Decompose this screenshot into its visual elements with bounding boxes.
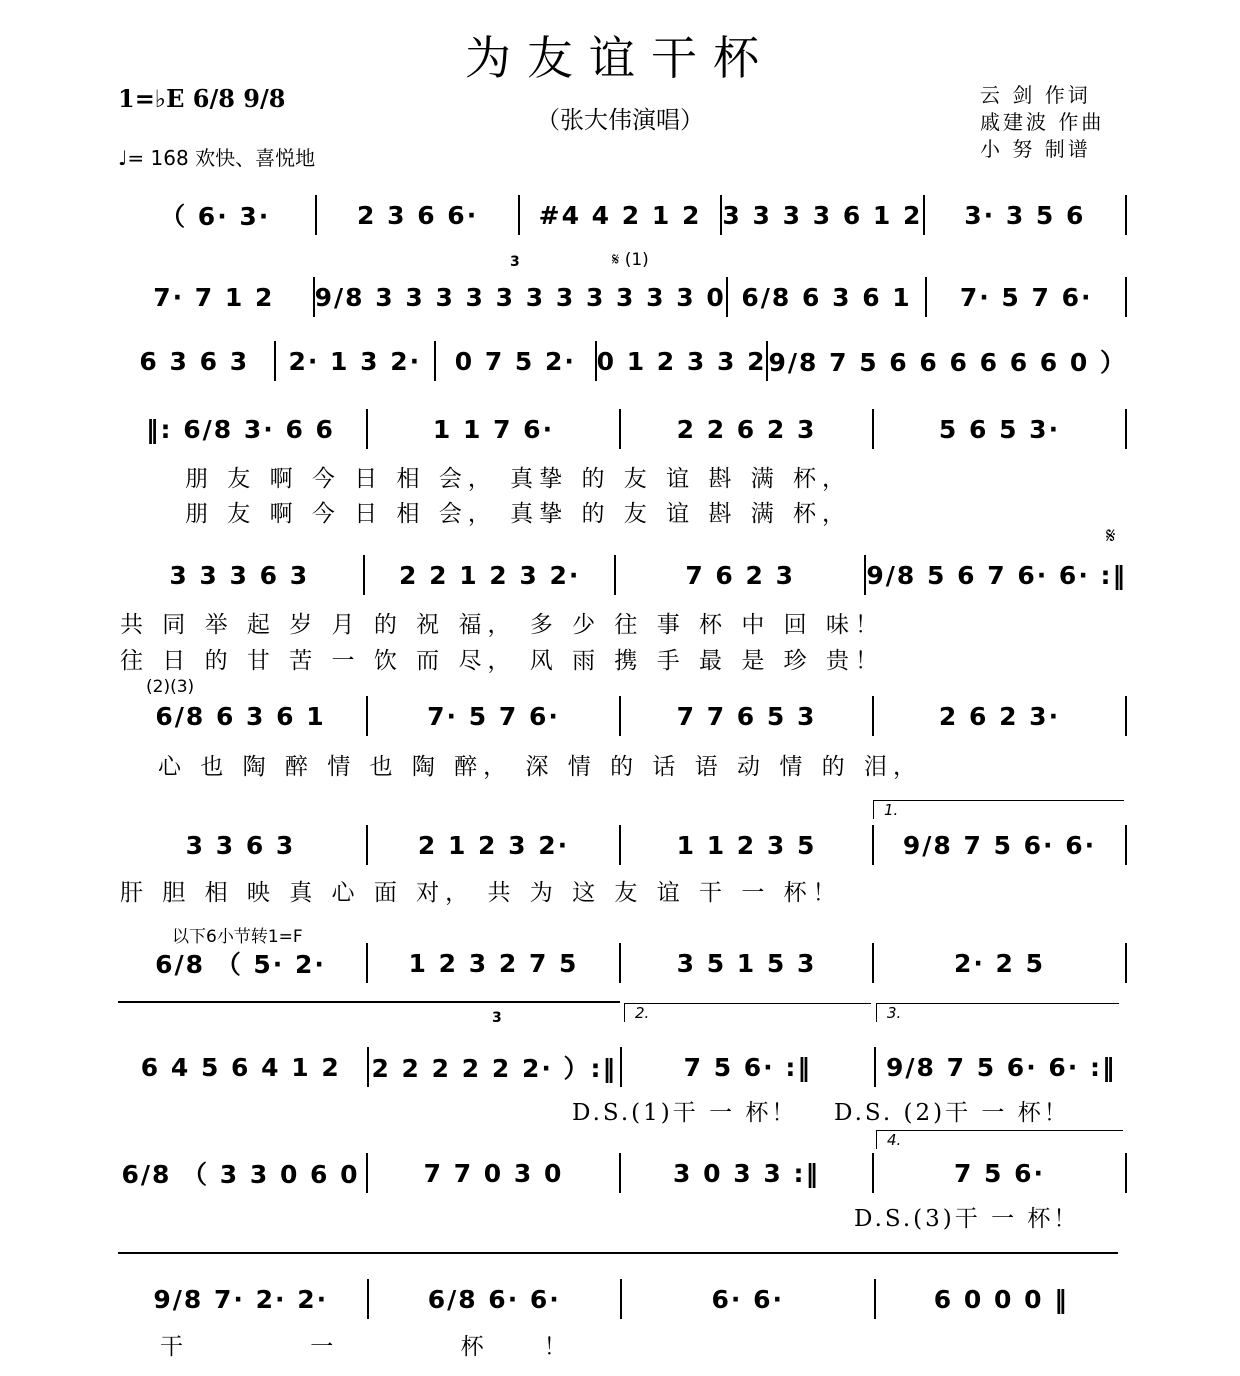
measure: 6/8 6 3 6 1 [155, 701, 326, 731]
score-row-11 [115, 1278, 1127, 1320]
score-row-3 [115, 340, 1127, 382]
measure: 7· 7 1 2 [153, 282, 275, 312]
measure: 6 4 5 6 4 1 2 [140, 1052, 341, 1082]
measure: 9/8 5 6 7 6· 6· :‖ [866, 560, 1128, 590]
lyric-line: 往 日 的 甘 苦 一 饮 而 尽， 风 雨 携 手 最 是 珍 贵！ [120, 648, 884, 674]
measure: 9/8 7 5 6 6 6 6 6 6 0 ） [768, 348, 1127, 377]
lyric-line: 朋 友 啊 今 日 相 会， 真挚 的 友 谊 斟 满 杯， [185, 501, 852, 527]
measure: 2 3 6 6· [357, 200, 479, 230]
measure: 6· 6· [711, 1284, 784, 1314]
score-row-9 [115, 1046, 1127, 1088]
ds-lyric: D.S. (2)干 一 杯！ [834, 1100, 1070, 1126]
volta-bracket-1: 1. [873, 800, 1124, 819]
measure: 2 2 1 2 3 2· [399, 560, 581, 590]
segno-mark: 𝄋 [1106, 524, 1116, 549]
arranger: 小 努 制谱 [980, 137, 1091, 161]
volta-bracket-3: 3. [876, 1003, 1119, 1022]
measure: 6/8 6 3 6 1 [741, 282, 912, 312]
measure: 1 2 3 2 7 5 [408, 948, 579, 978]
measure: 9/8 7 5 6· 6· :‖ [885, 1052, 1117, 1082]
measure: 6 0 0 0 ‖ [933, 1284, 1069, 1314]
measure: 3· 3 5 6 [964, 200, 1086, 230]
measure: 2 6 2 3· [938, 701, 1061, 731]
lyricist: 云 剑 作词 [980, 83, 1091, 107]
score-row-1 [115, 194, 1127, 236]
segno-mark: 𝄋 (1) [612, 250, 649, 270]
triplet-mark: 3 [492, 1010, 502, 1026]
measure: 9/8 7· 2· 2· [153, 1284, 329, 1314]
measure: 6/8 （ 3 3 0 6 0 [121, 1160, 360, 1189]
lyric-line: 共 同 举 起 岁 月 的 祝 福， 多 少 往 事 杯 中 回 味！ [120, 612, 884, 638]
lyric-line: 心 也 陶 醉 情 也 陶 醉， 深 情 的 话 语 动 情 的 泪， [158, 754, 922, 780]
score-row-4 [115, 408, 1127, 450]
measure: 9/8 7 5 6· 6· [902, 830, 1097, 860]
measure: 3 3 6 3 [185, 830, 296, 860]
measure: （ 6· 3· [160, 202, 271, 231]
measure: 6/8 （ 5· 2· [155, 950, 326, 979]
measure: 1 1 2 3 5 [676, 830, 817, 860]
measure: 9/8 3 3 3 3 3 3 3 3 3 3 3 0 [314, 282, 726, 312]
ds-lyric: D.S.(1)干 一 杯！ [572, 1100, 798, 1126]
score-row-7 [115, 824, 1127, 866]
measure: 1 1 7 6· [432, 414, 555, 444]
composer: 戚建波 作曲 [980, 110, 1105, 134]
score-row-10 [115, 1152, 1127, 1194]
song-title: 为友谊干杯 [465, 31, 775, 85]
score-row-6 [115, 695, 1127, 737]
measure: 7 7 0 3 0 [423, 1158, 564, 1188]
tempo-marking: ♩= 168 欢快、喜悦地 [118, 146, 316, 170]
measure: 3 0 3 3 :‖ [673, 1158, 820, 1188]
measure: 5 6 5 3· [938, 414, 1061, 444]
measure: 7 5 6· [953, 1158, 1046, 1188]
measure: 6 3 6 3 [139, 346, 250, 376]
lyric-line: 干 一 杯！ [160, 1334, 627, 1360]
key-signature: 1=♭E 6/8 9/8 [118, 84, 286, 113]
measure: 6/8 6· 6· [427, 1284, 561, 1314]
modulation-line [118, 1001, 620, 1003]
measure: 3 3 3 6 3 [169, 560, 310, 590]
volta-bracket-4: 4. [876, 1130, 1123, 1149]
measure: 7 5 6· :‖ [683, 1052, 812, 1082]
modulation-note: 以下6小节转1=F [172, 927, 303, 947]
score-row-8 [115, 942, 1127, 984]
measure: 3 3 3 3 6 1 2 [722, 200, 923, 230]
measure: #4 4 2 1 2 [538, 200, 702, 230]
score-row-5 [115, 554, 1127, 596]
measure: ‖: 6/8 3· 6 6 [146, 414, 335, 444]
measure: 2 2 6 2 3 [676, 414, 817, 444]
score-row-2 [115, 276, 1127, 318]
measure: 7 7 6 5 3 [676, 701, 817, 731]
lyric-line: 肝 胆 相 映 真 心 面 对， 共 为 这 友 谊 干 一 杯！ [120, 880, 842, 906]
measure: 0 7 5 2· [454, 346, 576, 376]
performer-subtitle: （张大伟演唱） [536, 106, 704, 134]
coda-line [118, 1252, 1118, 1254]
measure: 7 6 2 3 [685, 560, 796, 590]
measure: 2 2 2 2 2 2· ）:‖ [371, 1054, 618, 1083]
measure: 2· 1 3 2· [288, 346, 422, 376]
repeat-marks: (2)(3) [146, 677, 195, 697]
volta-bracket-2: 2. [624, 1003, 871, 1022]
triplet-mark: 3 [510, 254, 520, 270]
measure: 3 5 1 5 3 [676, 948, 817, 978]
measure: 2· 2 5 [953, 948, 1046, 978]
lyric-line: 朋 友 啊 今 日 相 会， 真挚 的 友 谊 斟 满 杯， [185, 466, 852, 492]
measure: 0 1 2 3 3 2 [596, 346, 767, 376]
credits [980, 82, 1104, 163]
measure: 7· 5 7 6· [959, 282, 1093, 312]
measure: 2 1 2 3 2· [417, 830, 570, 860]
ds-lyric: D.S.(3)干 一 杯！ [854, 1206, 1080, 1232]
measure: 7· 5 7 6· [427, 701, 560, 731]
